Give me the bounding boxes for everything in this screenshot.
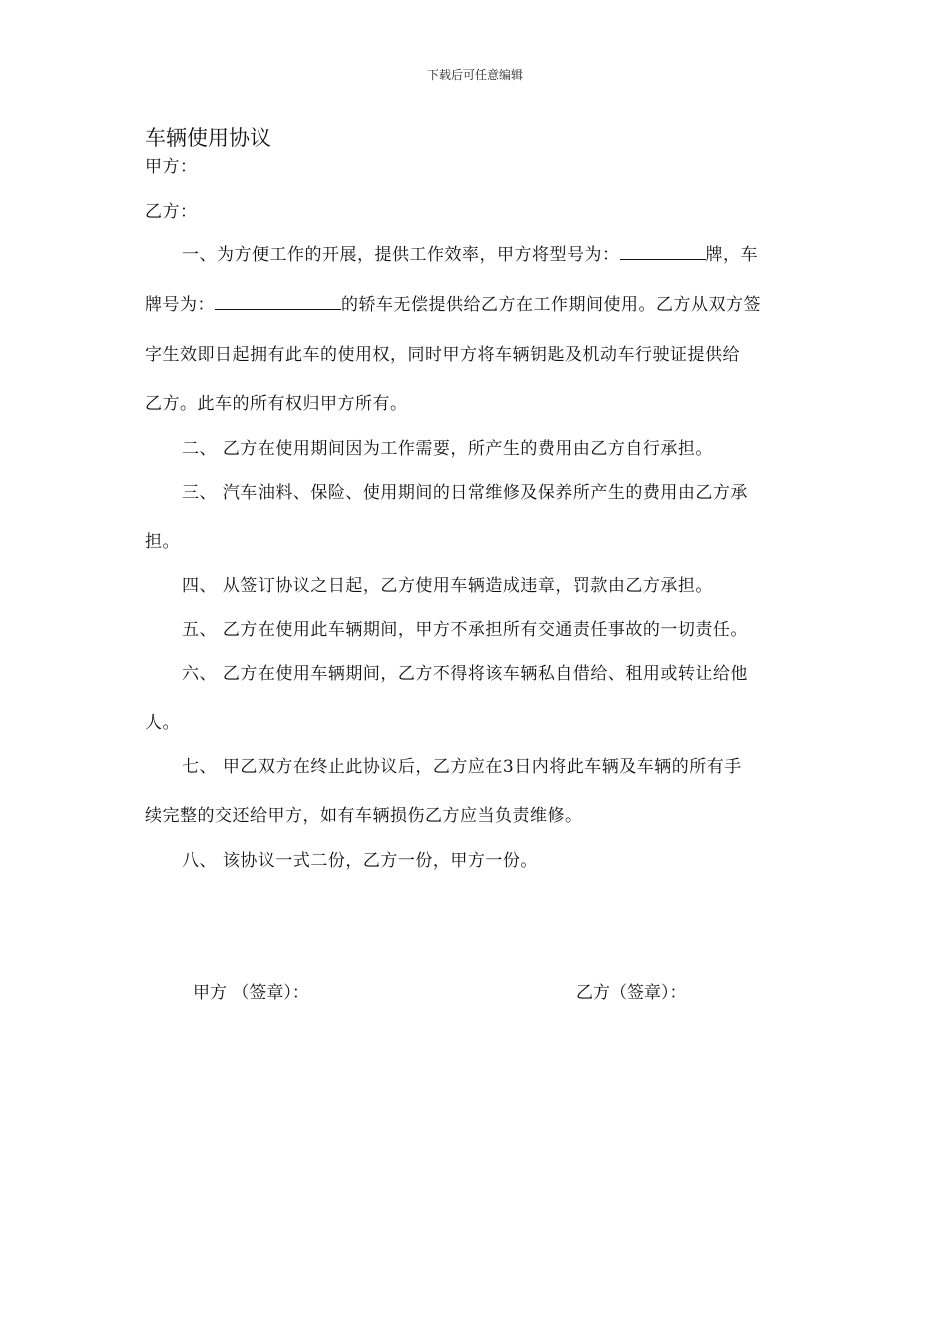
clause-1-text-c: 牌号为： bbox=[145, 295, 215, 315]
clause-3-line-2: 担。 bbox=[145, 532, 180, 552]
party-b-label: 乙方： bbox=[145, 202, 198, 222]
clause-1-text-b: 牌，车 bbox=[705, 245, 758, 265]
clause-4: 四、 从签订协议之日起，乙方使用车辆造成违章，罚款由乙方承担。 bbox=[182, 576, 713, 596]
clause-7-line-2: 续完整的交还给甲方，如有车辆损伤乙方应当负责维修。 bbox=[145, 806, 583, 826]
clause-1-line-4: 乙方。此车的所有权归甲方所有。 bbox=[145, 394, 408, 414]
clause-1-text-a: 一、为方便工作的开展，提供工作效率，甲方将型号为： bbox=[182, 245, 620, 265]
clause-2: 二、 乙方在使用期间因为工作需要，所产生的费用由乙方自行承担。 bbox=[182, 439, 713, 459]
clause-1-line-2 bbox=[145, 290, 761, 315]
clause-8: 八、 该协议一式二份，乙方一份，甲方一份。 bbox=[182, 851, 538, 871]
party-a-signature-label: 甲方 （签章）： bbox=[193, 983, 309, 1003]
clause-5: 五、 乙方在使用此车辆期间，甲方不承担所有交通责任事故的一切责任。 bbox=[182, 620, 748, 640]
clause-1-line-3: 字生效即日起拥有此车的使用权，同时甲方将车辆钥匙及机动车行驶证提供给 bbox=[145, 345, 740, 365]
model-blank bbox=[620, 242, 706, 260]
party-a-label: 甲方： bbox=[145, 157, 198, 177]
plate-number-blank bbox=[215, 292, 341, 310]
clause-6-line-2: 人。 bbox=[145, 713, 180, 733]
document-title: 车辆使用协议 bbox=[145, 126, 271, 150]
clause-3-line-1: 三、 汽车油料、保险、使用期间的日常维修及保养所产生的费用由乙方承 bbox=[182, 483, 748, 503]
clause-1-line-1 bbox=[182, 240, 758, 265]
clause-1-text-d: 的轿车无偿提供给乙方在工作期间使用。乙方从双方签 bbox=[341, 295, 761, 315]
header-note: 下载后可任意编辑 bbox=[426, 68, 523, 82]
clause-6-line-1: 六、 乙方在使用车辆期间，乙方不得将该车辆私自借给、租用或转让给他 bbox=[182, 664, 748, 684]
clause-7-line-1: 七、 甲乙双方在终止此协议后，乙方应在3日内将此车辆及车辆的所有手 bbox=[182, 757, 742, 777]
party-b-signature-label: 乙方（签章）： bbox=[576, 983, 687, 1003]
